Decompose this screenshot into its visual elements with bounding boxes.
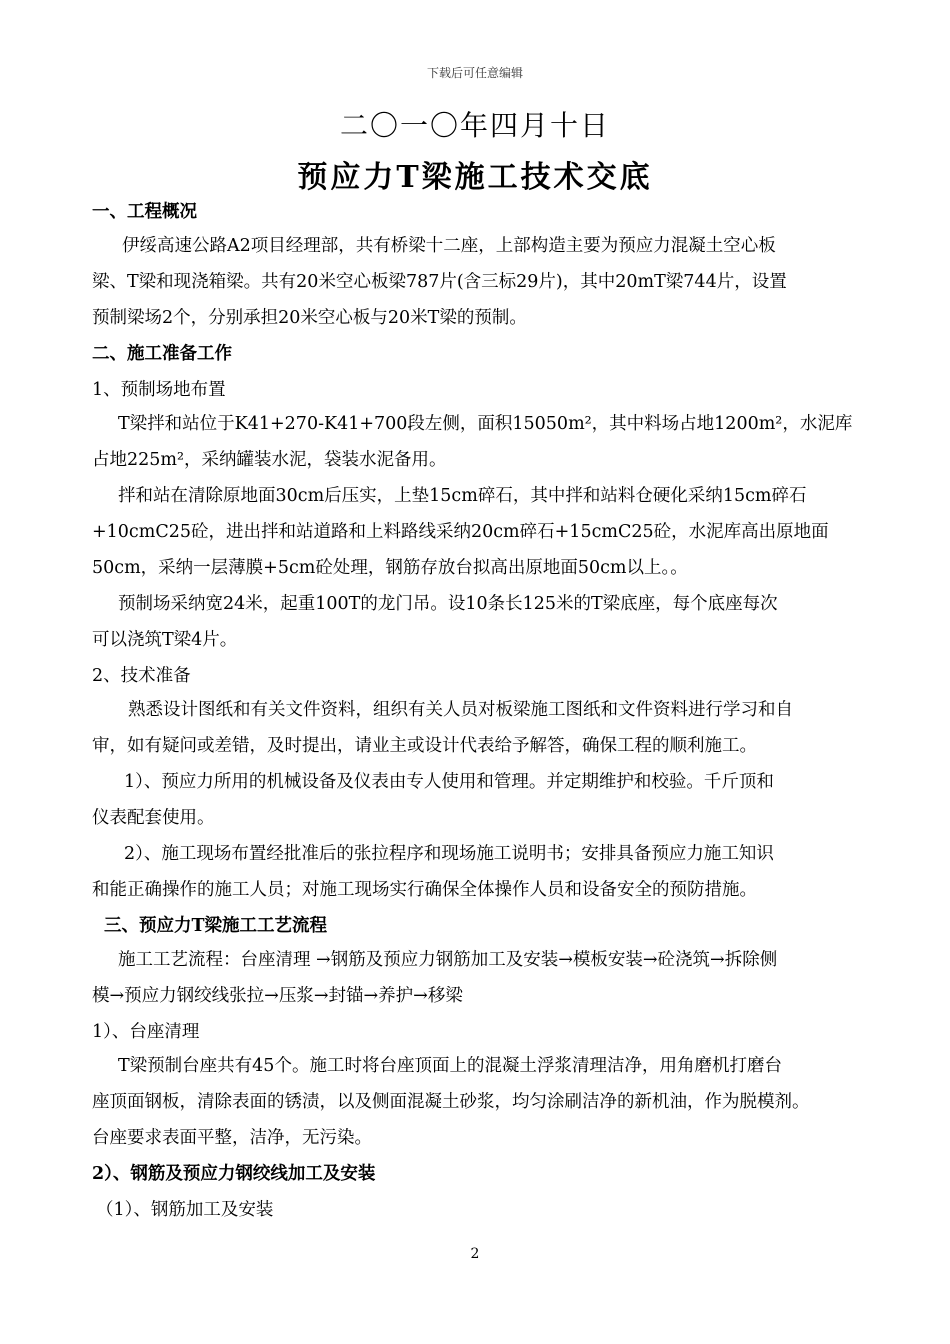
paragraph-line: 拌和站在清除原地面30cm后压实，上垫15cm碎石，其中拌和站料仓硬化采纳15cm碎石 [118,486,807,506]
page-number: 2 [470,1246,480,1262]
section-heading-2: 二、施工准备工作 [92,344,232,364]
paragraph-line: 伊绥高速公路A2项目经理部，共有桥梁十二座，上部构造主要为预应力混凝土空心板 [122,236,776,256]
subsection-heading: 1）、台座清理 [92,1022,200,1042]
paragraph-line: 梁、T梁和现浇箱梁。共有20米空心板梁787片(含三标29片)，其中20mT梁744片，设置 [92,272,787,292]
paragraph-line: 仪表配套使用。 [92,808,215,828]
paragraph-line: 熟悉设计图纸和有关文件资料，组织有关人员对板梁施工图纸和文件资料进行学习和自 [128,700,793,720]
paragraph-line: T梁拌和站位于K41+270-K41+700段左侧，面积15050m²，其中料场占地1200m²，水泥库 [118,414,853,434]
paragraph-line: 施工工艺流程：台座清理 →钢筋及预应力钢筋加工及安装→模板安装→砼浇筑→拆除侧 [118,950,778,970]
paragraph-line: 1）、预应力所用的机械设备及仪表由专人使用和管理。并定期维护和校验。千斤顶和 [124,772,774,792]
paragraph-line: 50cm，采纳一层薄膜+5cm砼处理，钢筋存放台拟高出原地面50cm以上。。 [92,558,688,578]
paragraph-line: 2）、施工现场布置经批准后的张拉程序和现场施工说明书；安排具备预应力施工知识 [124,844,774,864]
paragraph-line: 台座要求表面平整，洁净，无污染。 [92,1128,372,1148]
paragraph-line: 可以浇筑T梁4片。 [92,630,238,650]
paragraph-line: 预制梁场2个，分别承担20米空心板与20米T梁的预制。 [92,308,527,328]
subsection-heading: 1、预制场地布置 [92,380,226,400]
paragraph-line: 座顶面钢板，清除表面的锈渍，以及侧面混凝土砂浆，均匀涂刷洁净的新机油，作为脱模剂。 [92,1092,810,1112]
section-heading-1: 一、工程概况 [92,202,197,222]
paragraph-line: 审，如有疑问或差错，及时提出，请业主或设计代表给予解答，确保工程的顺利施工。 [92,736,757,756]
paragraph-line: +10cmC25砼，进出拌和站道路和上料路线采纳20cm碎石+15cmC25砼，水泥库高出原地面 [92,522,829,542]
document-title: 预应力T梁施工技术交底 [297,160,653,195]
paragraph-line: 预制场采纳宽24米，起重100T的龙门吊。设10条长125米的T梁底座，每个底座每次 [118,594,778,614]
subsection-heading: （1）、钢筋加工及安装 [96,1200,274,1220]
subsection-heading-bold: 2）、钢筋及预应力钢绞线加工及安装 [92,1164,376,1184]
paragraph-line: 占地225m²，采纳罐装水泥，袋装水泥备用。 [92,450,447,470]
subsection-heading: 2、技术准备 [92,666,191,686]
paragraph-line: 和能正确操作的施工人员；对施工现场实行确保全体操作人员和设备安全的预防措施。 [92,880,757,900]
page-header: 下载后可任意编辑 [426,66,523,80]
paragraph-line: T梁预制台座共有45个。施工时将台座顶面上的混凝土浮浆清理洁净，用角磨机打磨台 [118,1056,782,1076]
document-date: 二〇一〇年四月十日 [339,109,610,142]
paragraph-line: 模→预应力钢绞线张拉→压浆→封锚→养护→移梁 [92,986,463,1006]
section-heading-3: 三、预应力T梁施工工艺流程 [104,916,328,936]
